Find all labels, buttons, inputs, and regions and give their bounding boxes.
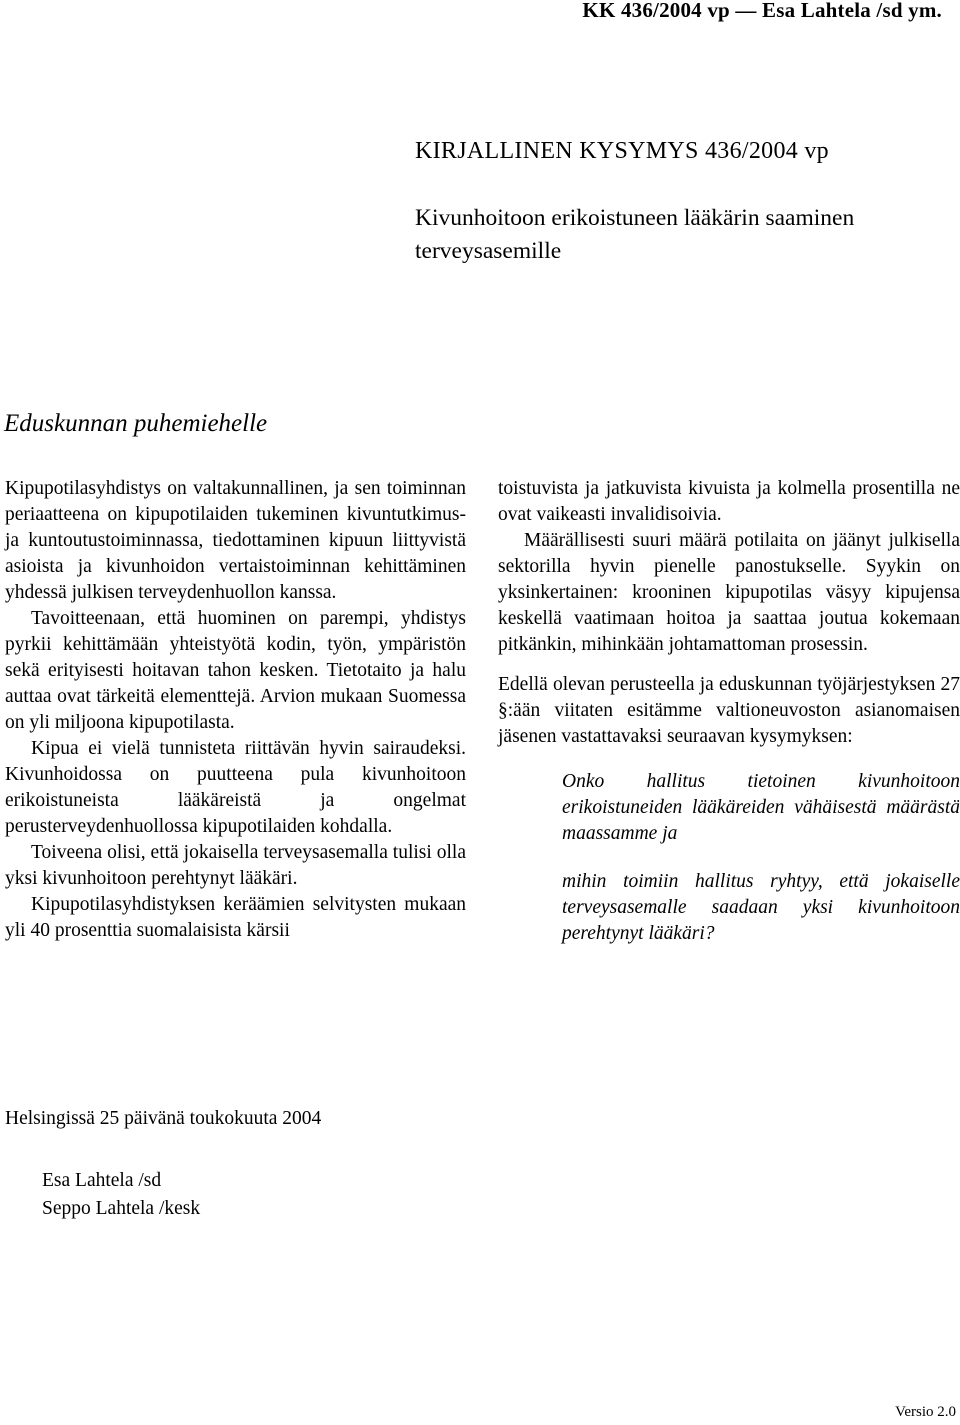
paragraph-right-2: Määrällisesti suuri määrä potilaita on jäänyt julkisella sektorilla hyvin pienelle panostukselle. Syykin on yksinkertainen: krooninen kipupotilas väsyy kipujensa keskellä vaatimaan hoitoa ja saattaa joutua kokemaan pitkänkin, mihinkään johtamattoman prosessin. — [498, 530, 960, 655]
signer-1: Esa Lahtela /sd — [42, 1170, 162, 1191]
salutation: Eduskunnan puhemiehelle — [4, 410, 268, 437]
signer-2: Seppo Lahtela /kesk — [42, 1198, 201, 1219]
left-column — [5, 476, 466, 944]
question-2: mihin toimiin hallitus ryhtyy, että jokaiselle terveysasemalle saadaan yksi kivunhoitoon perehtynyt lääkäri? — [562, 871, 960, 944]
paragraph-left-4: Toiveena olisi, että jokaisella terveysasemalla tulisi olla yksi kivunhoitoon perehtynyt lääkäri. — [5, 842, 466, 889]
right-column — [498, 476, 960, 947]
document-title: KIRJALLINEN KYSYMYS 436/2004 vp — [415, 138, 829, 164]
paragraph-left-5: Kipupotilasyhdistyksen keräämien selvitysten mukaan yli 40 prosenttia suomalaisista kärsii — [5, 894, 466, 941]
paragraph-left-1: Kipupotilasyhdistys on valtakunnallinen, ja sen toiminnan periaatteena on kipupotilaiden tukeminen kivuntutkimus- ja kuntoutustoiminnassa, tiedottaminen kipuun liittyvistä asioista ja kivunhoidon vertaistoiminnan kehittäminen yhdessä julkisen terveydenhuollon kanssa. — [5, 478, 466, 603]
question-1: Onko hallitus tietoinen kivunhoitoon erikoistuneiden lääkäreiden vähäisestä määrästä maassamme ja — [562, 771, 960, 844]
paragraph-right-1: toistuvista ja jatkuvista kivuista ja kolmella prosentilla ne ovat vaikeasti invalidisoivia. — [498, 478, 960, 525]
paragraph-left-2: Tavoitteenaan, että huominen on parempi, yhdistys pyrkii kehittämään yhteistyötä kodin, työn, ympäristön sekä erityisesti hoitavan tahon kesken. Tietotaito ja halu auttaa ovat tärkeitä elementtejä. Arvion mukaan Suomessa on yli miljoona kipupotilasta. — [5, 608, 466, 733]
running-header: KK 436/2004 vp — Esa Lahtela /sd ym. — [582, 0, 942, 22]
document-subtitle: Kivunhoitoon erikoistuneen lääkärin saaminen terveysasemille — [415, 205, 855, 264]
paragraph-right-3: Edellä olevan perusteella ja eduskunnan työjärjestyksen 27 §:ään viitaten esitämme valtioneuvoston asianomaisen jäsenen vastattavaksi seuraavan kysymyksen: — [498, 674, 960, 747]
signers — [42, 1167, 200, 1223]
place-date: Helsingissä 25 päivänä toukokuuta 2004 — [5, 1108, 322, 1129]
version-label: Versio 2.0 — [895, 1404, 956, 1420]
paragraph-left-3: Kipua ei vielä tunnisteta riittävän hyvin sairaudeksi. Kivunhoidossa on puutteena pula kivunhoitoon erikoistuneista lääkäreistä ja ongelmat perusterveydenhuollossa kipupotilaiden kohdalla. — [5, 738, 466, 837]
